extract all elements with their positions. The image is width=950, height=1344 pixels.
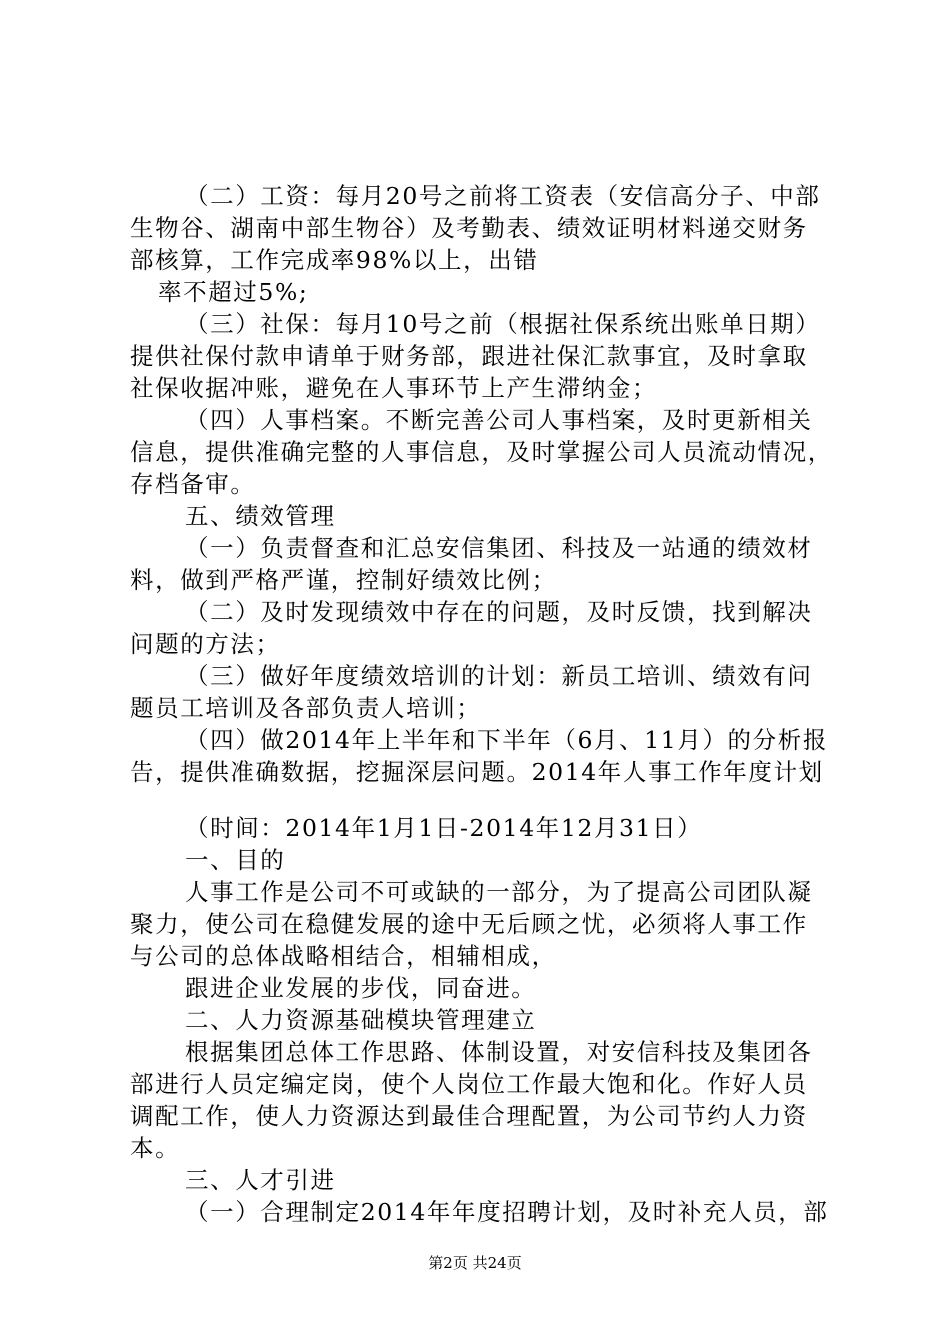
text-line: （一）合理制定2014年年度招聘计划，及时补充人员，部 <box>185 1198 829 1226</box>
text-line: （四）做2014年上半年和下半年（6月、11月）的分析报 <box>185 726 828 754</box>
section-heading: 三、人才引进 <box>185 1166 336 1194</box>
text-line: 根据集团总体工作思路、体制设置，对安信科技及集团各 <box>185 1038 813 1066</box>
text-line: 社保收据冲账，避免在人事环节上产生滞纳金； <box>130 374 658 402</box>
text-line: 题员工培训及各部负责人培训； <box>130 694 482 722</box>
text-line: 存档备审。 <box>130 470 256 498</box>
text-line: （二）工资：每月20号之前将工资表（安信高分子、中部 <box>185 182 821 210</box>
page-number: 第2页 共24页 <box>428 1254 522 1272</box>
text-line: 率不超过5%; <box>158 278 309 306</box>
text-line: （四）人事档案。不断完善公司人事档案，及时更新相关 <box>185 406 813 434</box>
text-line: 料，做到严格严谨，控制好绩效比例； <box>130 566 557 594</box>
text-line: 部进行人员定编定岗，使个人岗位工作最大饱和化。作好人员 <box>130 1070 808 1098</box>
text-line: 本。 <box>130 1134 181 1162</box>
text-line: 人事工作是公司不可或缺的一部分，为了提高公司团队凝 <box>185 878 813 906</box>
text-line: （一）负责督查和汇总安信集团、科技及一站通的绩效材 <box>185 534 813 562</box>
text-line: （三）社保：每月10号之前（根据社保系统出账单日期） <box>185 310 821 338</box>
text-line: 部核算，工作完成率98%以上，出错 <box>130 246 539 274</box>
text-line: 生物谷、湖南中部生物谷）及考勤表、绩效证明材料递交财务 <box>130 214 808 242</box>
section-heading: 二、人力资源基础模块管理建立 <box>185 1006 537 1034</box>
text-line: （时间：2014年1月1日-2014年12月31日） <box>185 814 703 842</box>
text-line: 与公司的总体战略相结合，相辅相成， <box>130 942 557 970</box>
text-line: （二）及时发现绩效中存在的问题，及时反馈，找到解决 <box>185 598 813 626</box>
section-heading: 五、绩效管理 <box>185 502 336 530</box>
text-line: 调配工作，使人力资源达到最佳合理配置，为公司节约人力资 <box>130 1102 808 1130</box>
text-line: 跟进企业发展的步伐，同奋进。 <box>185 974 537 1002</box>
text-line: 聚力，使公司在稳健发展的途中无后顾之忧，必须将人事工作 <box>130 910 808 938</box>
text-line: 提供社保付款申请单于财务部，跟进社保汇款事宜，及时拿取 <box>130 342 808 370</box>
text-line: 告，提供准确数据，挖掘深层问题。2014年人事工作年度计划 <box>130 758 824 786</box>
text-line: （三）做好年度绩效培训的计划：新员工培训、绩效有问 <box>185 662 813 690</box>
text-line: 信息，提供准确完整的人事信息，及时掌握公司人员流动情况， <box>130 438 833 466</box>
text-line: 问题的方法； <box>130 630 281 658</box>
section-heading: 一、目的 <box>185 846 286 874</box>
page-footer <box>0 1252 950 1274</box>
